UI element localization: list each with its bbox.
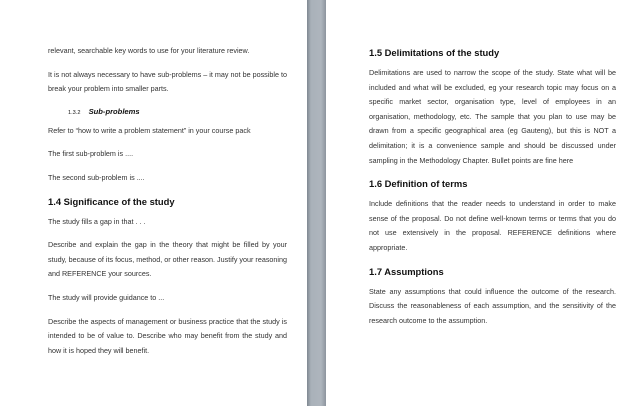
describe-gap-paragraph: Describe and explain the gap in the theory that might be filled by your study, because of its focus, method, or other reason. Justify your reasoning and REFERENCE your sources. [48, 240, 287, 279]
significance-heading: 1.4 Significance of the study [48, 195, 175, 207]
subproblems-heading [68, 107, 287, 116]
delimitations-heading: 1.5 Delimitations of the study [369, 47, 500, 58]
subproblems-note-paragraph: It is not always necessary to have sub-problems – it may not be possible to break your problem into smaller parts. [48, 69, 287, 94]
refer-paragraph: Refer to “how to write a problem statement” in your course pack [48, 125, 251, 135]
fills-gap-paragraph: The study fills a gap in that . . . [48, 216, 146, 226]
subproblems-heading-title: Sub-problems [88, 106, 140, 116]
second-subproblem-paragraph: The second sub-problem is .... [48, 172, 145, 182]
right-page [326, 0, 634, 406]
assumptions-heading: 1.7 Assumptions [369, 265, 444, 277]
definition-paragraph: Include definitions that the reader needs to understand in order to make sense of the proposal. Do not define well-known terms or terms that you do not use extensively in the proposal. REFERENCE definitions where appropriate. [369, 199, 616, 252]
aspects-paragraph: Describe the aspects of management or business practice that the study is intended to be of value to. Describe who may benefit from the study and how it is hoped they will benefit. [48, 316, 287, 355]
intro-continuation-paragraph: relevant, searchable key words to use for your literature review. [48, 46, 250, 55]
definition-heading: 1.6 Definition of terms [369, 178, 468, 190]
left-page [0, 0, 307, 406]
delimitations-paragraph: Delimitations are used to narrow the scope of the study. State what will be included and what will be excluded, eg your research topic may focus on a specific market sector, organisation type, level of employees in an organisation, methodology, etc. The sample that you plan to use may be drawn from a specific geographical area (eg Gauteng), but this is NOT a delimitation; it is a convenience sample and should be discussed under sampling in the Methodology Chapter. Bullet points are fine here [369, 68, 616, 165]
subproblems-heading-number: 1.3.2 [68, 109, 81, 116]
assumptions-paragraph: State any assumptions that could influence the outcome of the research. Discuss the reasonableness of each assumption, and the sensitivity of the research outcome to the assumption. [369, 286, 616, 325]
guidance-paragraph: The study will provide guidance to ... [48, 292, 165, 302]
page-gutter [307, 0, 326, 406]
first-subproblem-paragraph: The first sub-problem is .... [48, 149, 134, 159]
